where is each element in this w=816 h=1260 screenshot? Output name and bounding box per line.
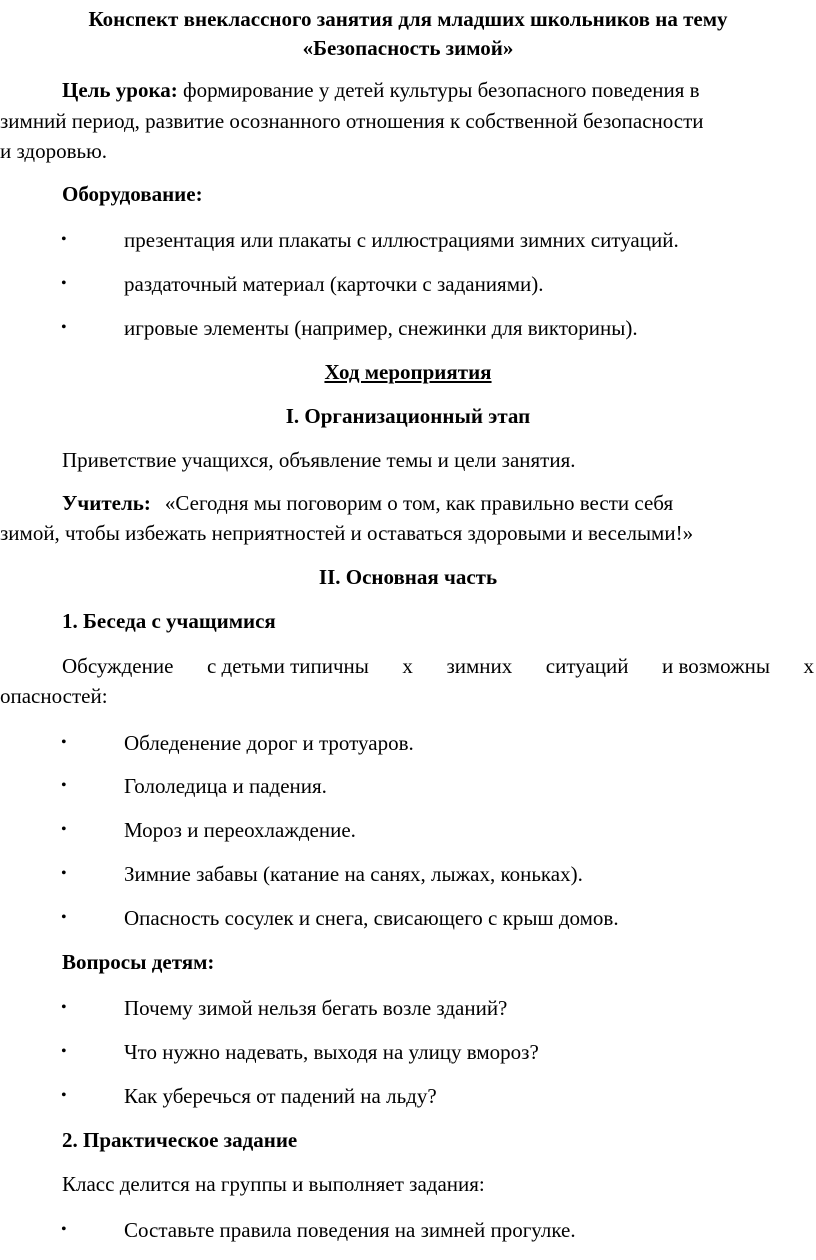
question-item: Что нужно надевать, выходя на улицу вмороз? [124,1040,539,1064]
goal-paragraph-line-1 [62,76,700,104]
bullet-icon: • [61,1043,67,1060]
section-2-heading: II. Основная часть [318,565,498,589]
task-item: Составьте правила поведения на зимней прогулке. [124,1218,576,1242]
bullet-icon: • [61,231,67,248]
danger-item: Мороз и переохлаждение. [124,818,356,842]
bullet-icon: • [61,1221,67,1238]
discussion-word: с детьми типичны [206,654,369,678]
teacher-label: Учитель: [62,491,151,515]
discussion-line-2: опасностей: [0,684,108,708]
discussion-word: ситуаций [545,654,629,678]
section-1-text: Приветствие учащихся, объявление темы и цели занятия. [62,448,576,472]
equipment-heading: Оборудование: [62,182,203,206]
danger-item: Опасность сосулек и снега, свисающего с крыш домов. [124,906,619,930]
discussion-word: зимних [446,654,513,678]
discussion-line-1 [62,652,814,680]
title-line-1: Конспект внеклассного занятия для младших школьников на тему [88,7,728,31]
danger-item: Гололедица и падения. [124,774,327,798]
discussion-word: и возможны [662,654,770,678]
section-1-heading: I. Организационный этап [285,404,531,428]
question-item: Почему зимой нельзя бегать возле зданий? [124,996,508,1020]
discussion-word: х [402,654,413,678]
danger-item: Зимние забавы (катание на санях, лыжах, коньках). [124,862,583,886]
bullet-icon: • [61,865,67,882]
goal-text-3: и здоровью. [0,139,108,163]
bullet-icon: • [61,1087,67,1104]
bullet-icon: • [61,821,67,838]
practice-text: Класс делится на группы и выполняет задания: [62,1172,485,1196]
bullet-icon: • [61,777,67,794]
question-item: Как уберечься от падений на льду? [124,1084,437,1108]
course-heading: Ход мероприятия [324,360,492,384]
teacher-quote-1: «Сегодня мы поговорим о том, как правильно вести себя [164,491,674,515]
questions-heading: Вопросы детям: [62,950,215,974]
bullet-icon: • [61,734,67,751]
subsection-2-heading: 2. Практическое задание [62,1128,298,1152]
equipment-item: презентация или плакаты с иллюстрациями зимних ситуаций. [124,228,679,252]
equipment-item: игровые элементы (например, снежинки для викторины). [124,316,638,340]
goal-text-1: формирование у детей культуры безопасного поведения в [177,78,700,102]
discussion-word: х [803,654,814,678]
subsection-1-heading: 1. Беседа с учащимися [62,609,276,633]
danger-item: Обледенение дорог и тротуаров. [124,731,414,755]
goal-text-2: зимний период, развитие осознанного отношения к собственной безопасности [0,109,704,133]
title-line-2: «Безопасность зимой» [302,36,514,60]
teacher-line-1 [62,489,673,517]
bullet-icon: • [61,909,67,926]
teacher-quote-2: зимой, чтобы избежать неприятностей и оставаться здоровыми и веселыми!» [0,521,694,545]
equipment-item: раздаточный материал (карточки с заданиями). [124,272,544,296]
bullet-icon: • [61,319,67,336]
goal-label: Цель урока: [62,78,178,102]
bullet-icon: • [61,275,67,292]
discussion-word: Обсуждение [62,654,174,678]
bullet-icon: • [61,999,67,1016]
